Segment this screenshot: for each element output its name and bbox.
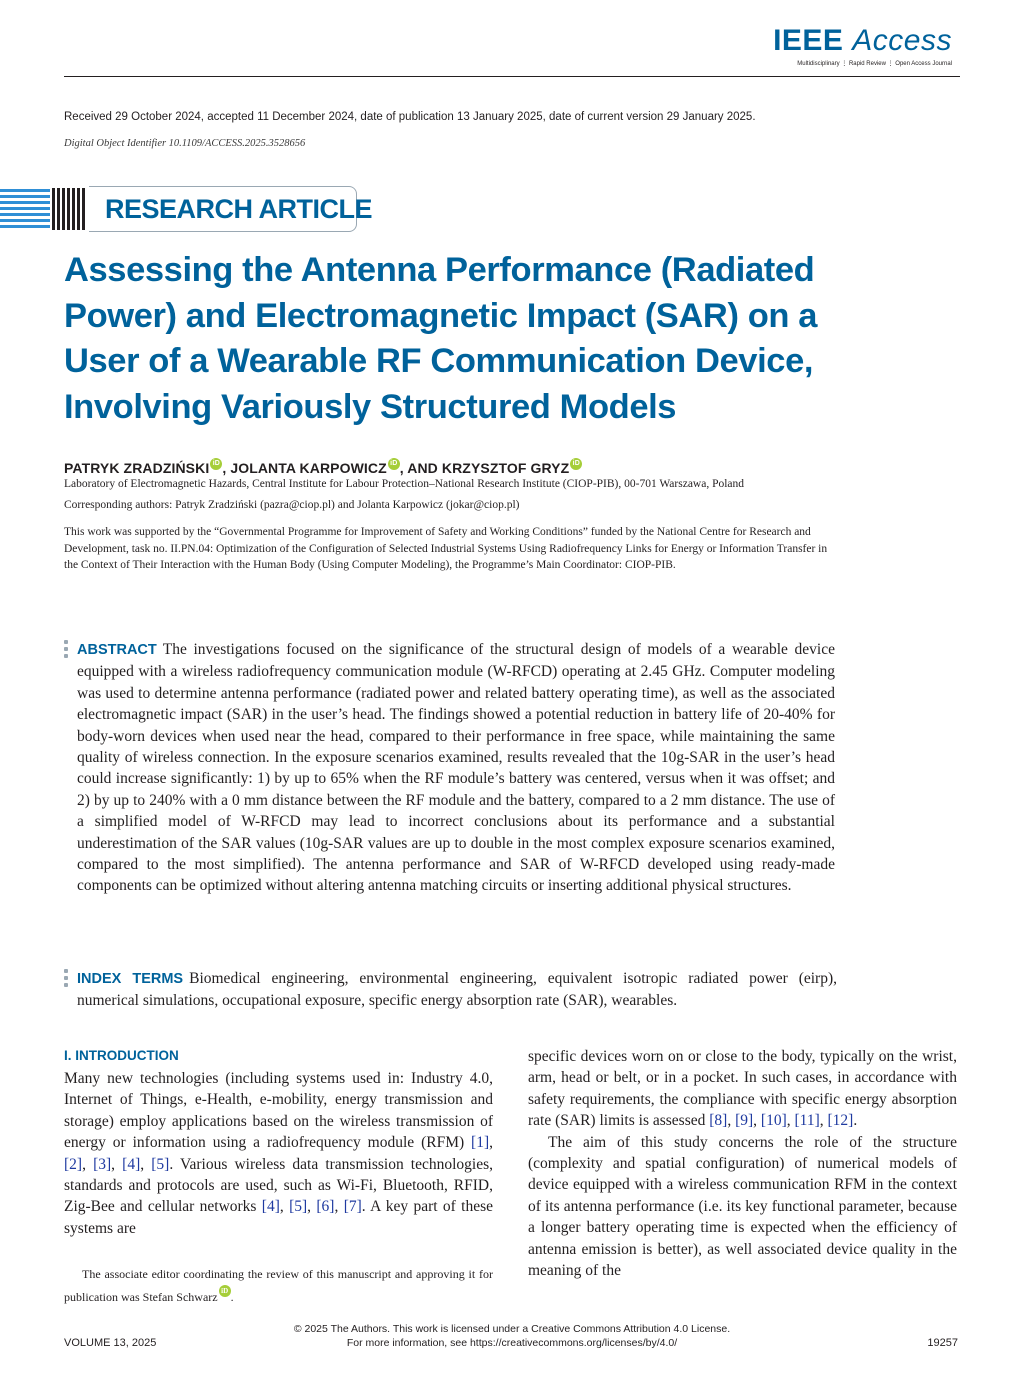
orcid-icon[interactable]: iD (388, 458, 400, 470)
page-number: 19257 (927, 1337, 958, 1349)
author-separator: , AND (399, 460, 442, 476)
index-terms-text: Biomedical engineering, environmental engineering, equivalent isotropic radiated power (eirp), numerical simulations, occupational exposure, specific energy absorption rate (SAR), wearables. (77, 970, 837, 1010)
orcid-icon[interactable]: iD (570, 458, 582, 470)
banner-stripes-icon (0, 186, 88, 232)
logo-ieee: IEEE (773, 24, 844, 57)
abstract-label: ABSTRACT (77, 642, 157, 658)
author-name: JOLANTA KARPOWICZ (230, 460, 387, 476)
editor-footnote: The associate editor coordinating the review of this manuscript and approving it for publication was Stefan Schwarz iD . (64, 1267, 493, 1304)
intro-text: specific devices worn on or close to the body, typically on the wrist, arm, head or belt, or in a pocket. In such cases, in accordance with safety requirements, the compliance with specific energy absorption rate (SAR) limits is assessed (528, 1048, 957, 1130)
author-name: PATRYK ZRADZIŃSKI (64, 460, 210, 476)
logo-tagline: Multidisciplinary ⋮ Rapid Review ⋮ Open Access Journal (797, 61, 952, 67)
intro-text: . Various wireless data transmission technologies, standards and protocols are used, such as Wi-Fi, Bluetooth, RFID, Zig-Bee and cellular networks (64, 1155, 494, 1216)
abstract-text: The investigations focused on the significance of the structural design of models of a wearable device equipped with a wireless radiofrequency communication module (W-RFCD) operating at 2.45 GHz. Computer modeling was used to determine antenna performance (radiated power and related battery operating time), as well as the associated electromagnetic impact (SAR) in the user’s head. The findings showed a potential reduction in battery life of 20-40% for body-worn devices when used near the head, compared to their performance in free space, while maintaining the same quality of wireless connection. In the exposure scenarios examined, results revealed that the 10g-SAR in the user’s head could increase significantly: 1) by up to 65% when the RF module’s battery was centered, versus when it was offset; and 2) by up to 240% with a 0 mm distance between the RF module and the battery, compared to a 2 mm distance. The use of a simplified model of W-RFCD may lead to incorrect conclusions about its performance and a substantial underestimation of the SAR values (10g-SAR values are up to double in the most complex exposure scenarios examined, compared to the most simplified). The antenna performance and SAR of W-RFCD developed using ready-made components can be optimized without altering antenna matching circuits or inserting additional physical structures. (77, 641, 835, 895)
intro-column-right: specific devices worn on or close to the body, typically on the wrist, arm, head or belt, or in a pocket. In such cases, in accordance with safety requirements, the compliance with specific energy absorption rate (SAR) limits is assessed [8], [9], [10], [11], [12]. The aim of this study concerns the role of the structure (complexity and spatial configuration) of numerical models of device equipped with a wireless communication RFM in the context of its antenna performance (i.e. its key functional parameter, because a longer battery operating time is expected when the efficiency of antenna emission is better), as well associated device quality in the meaning of the (528, 1046, 957, 1281)
intro-column-left: Many new technologies (including systems used in: Industry 4.0, Internet of Things, e-Health, e-mobility, energy transmission and storage) employ applications based on the wireless transmission of energy or information using a radiofrequency module (RFM) [1], [2], [3], [4], [5]. Various wireless data transmission technologies, standards and protocols are used, such as Wi-Fi, Bluetooth, RFID, Zig-Bee and cellular networks [4], [5], [6], [7]. A key part of these systems are (64, 1070, 494, 1237)
abstract-marker-icon (64, 640, 68, 661)
received-dates: Received 29 October 2024, accepted 11 December 2024, date of publication 13 January 2025, date of current version 29 January 2025. (64, 111, 756, 123)
affiliation: Laboratory of Electromagnetic Hazards, Central Institute for Labour Protection–National Research Institute (CIOP-PIB), 00-701 Warszawa, Poland (64, 478, 745, 490)
header-rule (64, 76, 960, 77)
citation-link[interactable]: [3] (93, 1155, 112, 1173)
logo-access: Access (852, 24, 952, 57)
author-list (64, 458, 582, 476)
orcid-icon[interactable]: iD (219, 1285, 231, 1297)
citation-link[interactable]: [5] (151, 1155, 170, 1173)
intro-paragraph: The aim of this study concerns the role of the structure (complexity and spatial configuration) of numerical models of device equipped with a wireless communication RFM in the context of its antenna performance (i.e. its key functional parameter, because a longer battery operating time is expected when the efficiency of antenna emission is better), as well associated device quality in the meaning of the (528, 1133, 957, 1280)
footnote-text: The associate editor coordinating the review of this manuscript and approving it for publication was Stefan Schwarz (64, 1267, 493, 1304)
citation-link[interactable]: [1] (471, 1134, 490, 1152)
orcid-icon[interactable]: iD (210, 458, 222, 470)
section-heading: I. INTRODUCTION (64, 1048, 179, 1063)
citation-link[interactable]: [9] (735, 1112, 754, 1130)
index-terms-label: INDEX TERMS (77, 971, 184, 987)
banner-label: RESEARCH ARTICLE (105, 194, 373, 224)
index-terms (77, 968, 837, 1012)
citation-link[interactable]: [6] (316, 1198, 335, 1216)
index-terms-marker-icon (64, 969, 68, 990)
journal-logo (773, 26, 952, 67)
citation-link[interactable]: [2] (64, 1155, 83, 1173)
abstract (77, 639, 835, 897)
citation-link[interactable]: [4] (122, 1155, 141, 1173)
article-title: Assessing the Antenna Performance (Radiated Power) and Electromagnetic Impact (SAR) on a User of a Wearable RF Communication Device, Involving Variously Structured Models (64, 251, 818, 426)
license-line: © 2025 The Authors. This work is licensed under a Creative Commons Attribution 4.0 License. (293, 1323, 731, 1335)
citation-link[interactable]: [8] (709, 1112, 728, 1130)
author-separator: , (222, 460, 231, 476)
citation-link[interactable]: [5] (289, 1198, 308, 1216)
doi-line: Digital Object Identifier 10.1109/ACCESS.2025.3528656 (64, 138, 306, 149)
intro-text: . A key part of these systems are (64, 1198, 494, 1237)
author-name: KRZYSZTOF GRYZ (441, 460, 570, 476)
citation-link[interactable]: [10] (760, 1112, 787, 1130)
license-link[interactable]: For more information, see https://creativecommons.org/licenses/by/4.0/ (346, 1337, 678, 1349)
volume-label: VOLUME 13, 2025 (64, 1337, 157, 1349)
citation-link[interactable]: [12] (827, 1112, 854, 1130)
research-article-banner (0, 186, 373, 232)
corresponding-authors: Corresponding authors: Patryk Zradziński (pazra@ciop.pl) and Jolanta Karpowicz (jokar@ciop.pl) (64, 499, 520, 511)
intro-text: Many new technologies (including systems used in: Industry 4.0, Internet of Things, e-Health, e-mobility, energy transmission and storage) employ applications based on the wireless transmission of energy or information using a radiofrequency module (RFM) (64, 1070, 493, 1152)
citation-link[interactable]: [4] (261, 1198, 280, 1216)
citation-link[interactable]: [11] (794, 1112, 820, 1130)
funding-note: This work was supported by the “Governmental Programme for Improvement of Safety and Working Conditions” funded by the National Centre for Research and Development, task no. II.PN.04: Optimization of the Configuration of Selected Industrial Systems Using Radiofrequency Links for Energy or Information Transfer in the Context of Their Interaction with the Human Body (Using Computer Modeling), the Programme’s Main Coordinator: CIOP-PIB. (64, 526, 828, 571)
citation-link[interactable]: [7] (343, 1198, 362, 1216)
